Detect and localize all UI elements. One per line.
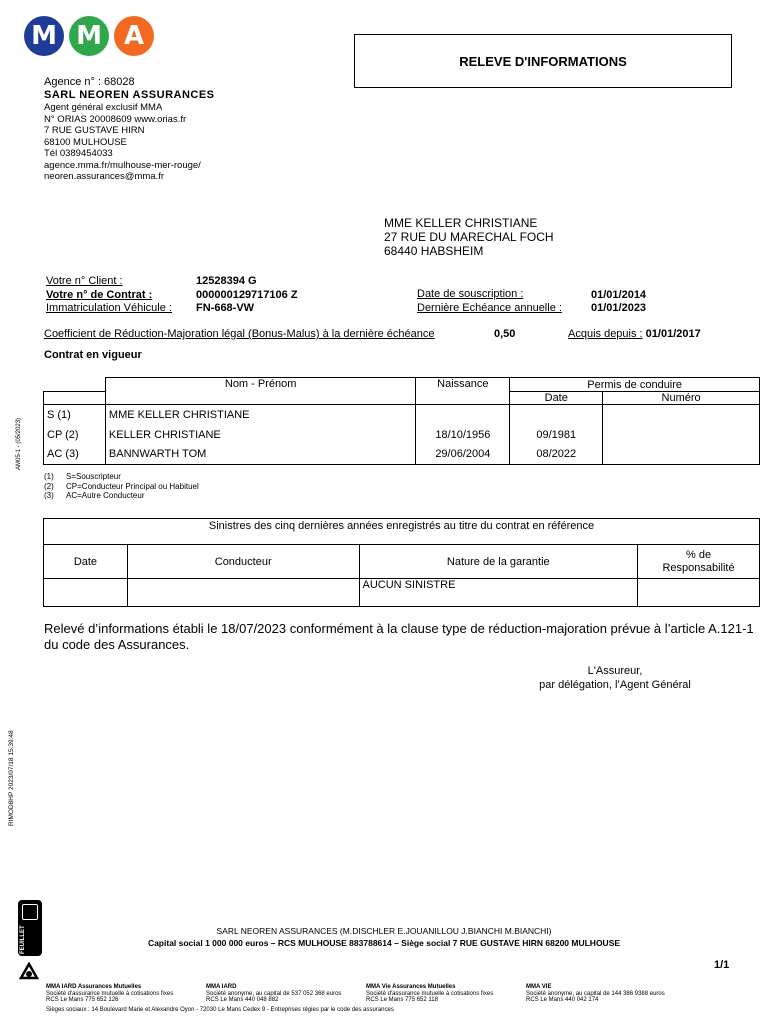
legal-entity-line: RCS Le Mans 775 652 118: [366, 997, 438, 1003]
legal-entity: [46, 984, 206, 1004]
header-license-date: Date: [510, 392, 603, 405]
license-number: [603, 405, 760, 425]
footer-capital: Capital social 1 000 000 euros – RCS MULHOUSE 883788614 – Siège social 7 RUE GUSTAVE HIRN 68200 MULHOUSE: [147, 938, 621, 948]
legal-entity-name: MMA IARD: [206, 984, 237, 990]
agency-line: 68100 MULHOUSE: [44, 136, 127, 148]
footnote-number: (3): [44, 491, 54, 500]
badge-label: FEUILLET: [20, 925, 26, 954]
crm-label: Coefficient de Réduction-Majoration légal (Bonus-Malus) à la dernière échéance: [44, 328, 435, 340]
subscription-date: 01/01/2014: [591, 289, 647, 301]
side-reference: AM05-1 - (05/2023): [16, 417, 22, 470]
footnote-text: AC=Autre Conducteur: [66, 491, 145, 500]
footnote: [44, 482, 199, 492]
legal-entity-name: MMA VIE: [526, 984, 552, 990]
address-line: 68440 HABSHEIM: [384, 244, 484, 258]
legal-entity: [366, 984, 526, 1004]
client-number-label: Votre n° Client :: [46, 275, 123, 287]
signature-block: [520, 664, 710, 692]
header-nature: Nature de la garantie: [359, 545, 638, 579]
header-license-number: Numéro: [603, 392, 760, 405]
vehicle-plate: FN-668-VW: [196, 302, 255, 314]
drivers-table: [43, 377, 760, 465]
empty-corner: [44, 378, 106, 392]
resp-line-2: Responsabilité: [662, 561, 735, 574]
header-date: Date: [44, 545, 128, 579]
agency-line: 7 RUE GUSTAVE HIRN: [44, 125, 145, 136]
since-date: 01/01/2017: [645, 328, 701, 340]
header-name: Nom - Prénom: [105, 378, 415, 405]
logo-letter-m2: M: [69, 16, 109, 56]
contract-status: Contrat en vigueur: [44, 349, 142, 361]
client-address: [384, 216, 554, 258]
header-driver: Conducteur: [127, 545, 359, 579]
header-birth: Naissance: [416, 378, 510, 405]
due-label: Dernière Echéance annuelle :: [417, 302, 562, 314]
signature-line: L'Assureur,: [587, 665, 643, 677]
claim-driver: [127, 579, 359, 607]
legal-entity-name: MMA IARD Assurances Mutuelles: [46, 984, 142, 990]
resp-line-1: % de: [685, 548, 712, 561]
legal-seat: Sièges sociaux : 14 Boulevard Marie et Alexandre Oyon - 72030 Le Mans Cedex 9 - Entreprises régies par le code des assurances: [46, 1007, 394, 1013]
footer-company: SARL NEOREN ASSURANCES (M.DISCHLER E.JOUANILLOU J.BIANCHI M.BIANCHI): [216, 926, 552, 936]
legal-entity-line: RCS Le Mans 440 048 882: [206, 997, 279, 1003]
badge-square-icon: [22, 904, 38, 920]
agency-number: Agence n° : 68028: [44, 76, 135, 88]
driver-role: AC (3): [44, 445, 106, 465]
agency-line: neoren.assurances@mma.fr: [44, 171, 164, 182]
legal-entity-line: Société anonyme, au capital de 144 386 9388 euros: [526, 990, 665, 997]
agency-line: Tél 0389454033: [44, 148, 113, 159]
table-row: [44, 579, 760, 607]
license-number: [603, 425, 760, 445]
recycle-icon: [18, 962, 40, 982]
side-timestamp: RIMOD8HP 2023/07/18 15:39:48: [8, 730, 15, 826]
driver-birth: [416, 405, 510, 425]
claims-table: [43, 518, 760, 607]
client-number: 12528394 G: [196, 275, 257, 287]
agency-block: [44, 76, 215, 183]
agency-line: agence.mma.fr/mulhouse-mer-rouge/: [44, 159, 201, 171]
footnotes: [44, 472, 199, 501]
legal-entity-line: RCS Le Mans 775 652 126: [46, 997, 119, 1003]
contract-number-label: Votre n° de Contrat :: [46, 289, 153, 301]
legal-entity-line: RCS Le Mans 440 042 174: [526, 997, 599, 1003]
footnote-text: CP=Conducteur Principal ou Habituel: [66, 481, 199, 491]
license-date: 08/2022: [510, 445, 603, 465]
legal-entity-line: Société anonyme, au capital de 537 052 368 euros: [206, 990, 342, 997]
since-label: Acquis depuis :: [568, 328, 643, 340]
agency-line: Agent général exclusif MMA: [44, 102, 163, 113]
legal-entity: [526, 984, 686, 1004]
due-date: 01/01/2023: [591, 302, 647, 314]
driver-name: BANNWARTH TOM: [105, 445, 415, 465]
header-responsibility: [638, 545, 760, 579]
empty-corner-2: [44, 392, 106, 405]
address-line: 27 RUE DU MARECHAL FOCH: [384, 230, 554, 244]
driver-name: KELLER CHRISTIANE: [105, 425, 415, 445]
claim-date: [44, 579, 128, 607]
subscription-label: Date de souscription :: [417, 288, 524, 300]
page-number: 1/1: [714, 959, 730, 971]
footnote-number: (2): [44, 481, 54, 491]
logo-letter-a: A: [114, 16, 154, 56]
claims-title: Sinistres des cinq dernières années enregistrés au titre du contrat en référence: [44, 519, 760, 545]
header-license: Permis de conduire: [510, 378, 760, 392]
footnote-number: (1): [44, 472, 54, 481]
footnote: [44, 472, 199, 482]
footnote: [44, 491, 199, 501]
driver-role: CP (2): [44, 425, 106, 445]
contract-number: 000000129717106 Z: [196, 289, 298, 301]
claim-responsibility: [638, 579, 760, 607]
agency-name: SARL NEOREN ASSURANCES: [44, 89, 215, 101]
claim-nature: AUCUN SINISTRE: [359, 579, 638, 607]
document-title: RELEVE D'INFORMATIONS: [354, 34, 732, 88]
license-date: 09/1981: [510, 425, 603, 445]
statement-text: Relevé d’informations établi le 18/07/2023 conformément à la clause type de réduction-majoration prévue à l’article A.121-1 du code des Assurances.: [44, 621, 754, 652]
address-line: MME KELLER CHRISTIANE: [384, 216, 538, 230]
driver-name: MME KELLER CHRISTIANE: [105, 405, 415, 425]
acquired-since: [568, 328, 701, 341]
agency-line: N° ORIAS 20008609 www.orias.fr: [44, 113, 187, 125]
table-row: [44, 425, 760, 445]
vehicle-label: Immatriculation Véhicule :: [46, 302, 172, 314]
driver-role: S (1): [44, 405, 106, 425]
legal-entity-line: Société d'assurance mutuelle à cotisations fixes: [366, 990, 494, 997]
signature-line: par délégation, l’Agent Général: [539, 679, 691, 691]
table-row: [44, 405, 760, 425]
driver-birth: 29/06/2004: [416, 445, 510, 465]
legal-entity-line: Société d'assurance mutuelle à cotisations fixes: [46, 990, 174, 997]
table-row: [44, 445, 760, 465]
driver-birth: 18/10/1956: [416, 425, 510, 445]
license-number: [603, 445, 760, 465]
crm-value: 0,50: [494, 328, 516, 340]
legal-entity: [206, 984, 366, 1004]
license-date: [510, 405, 603, 425]
footnote-text: S=Souscripteur: [66, 472, 121, 481]
legal-entity-name: MMA Vie Assurances Mutuelles: [366, 984, 456, 990]
mma-logo: [24, 16, 154, 56]
logo-letter-m1: M: [24, 16, 64, 56]
